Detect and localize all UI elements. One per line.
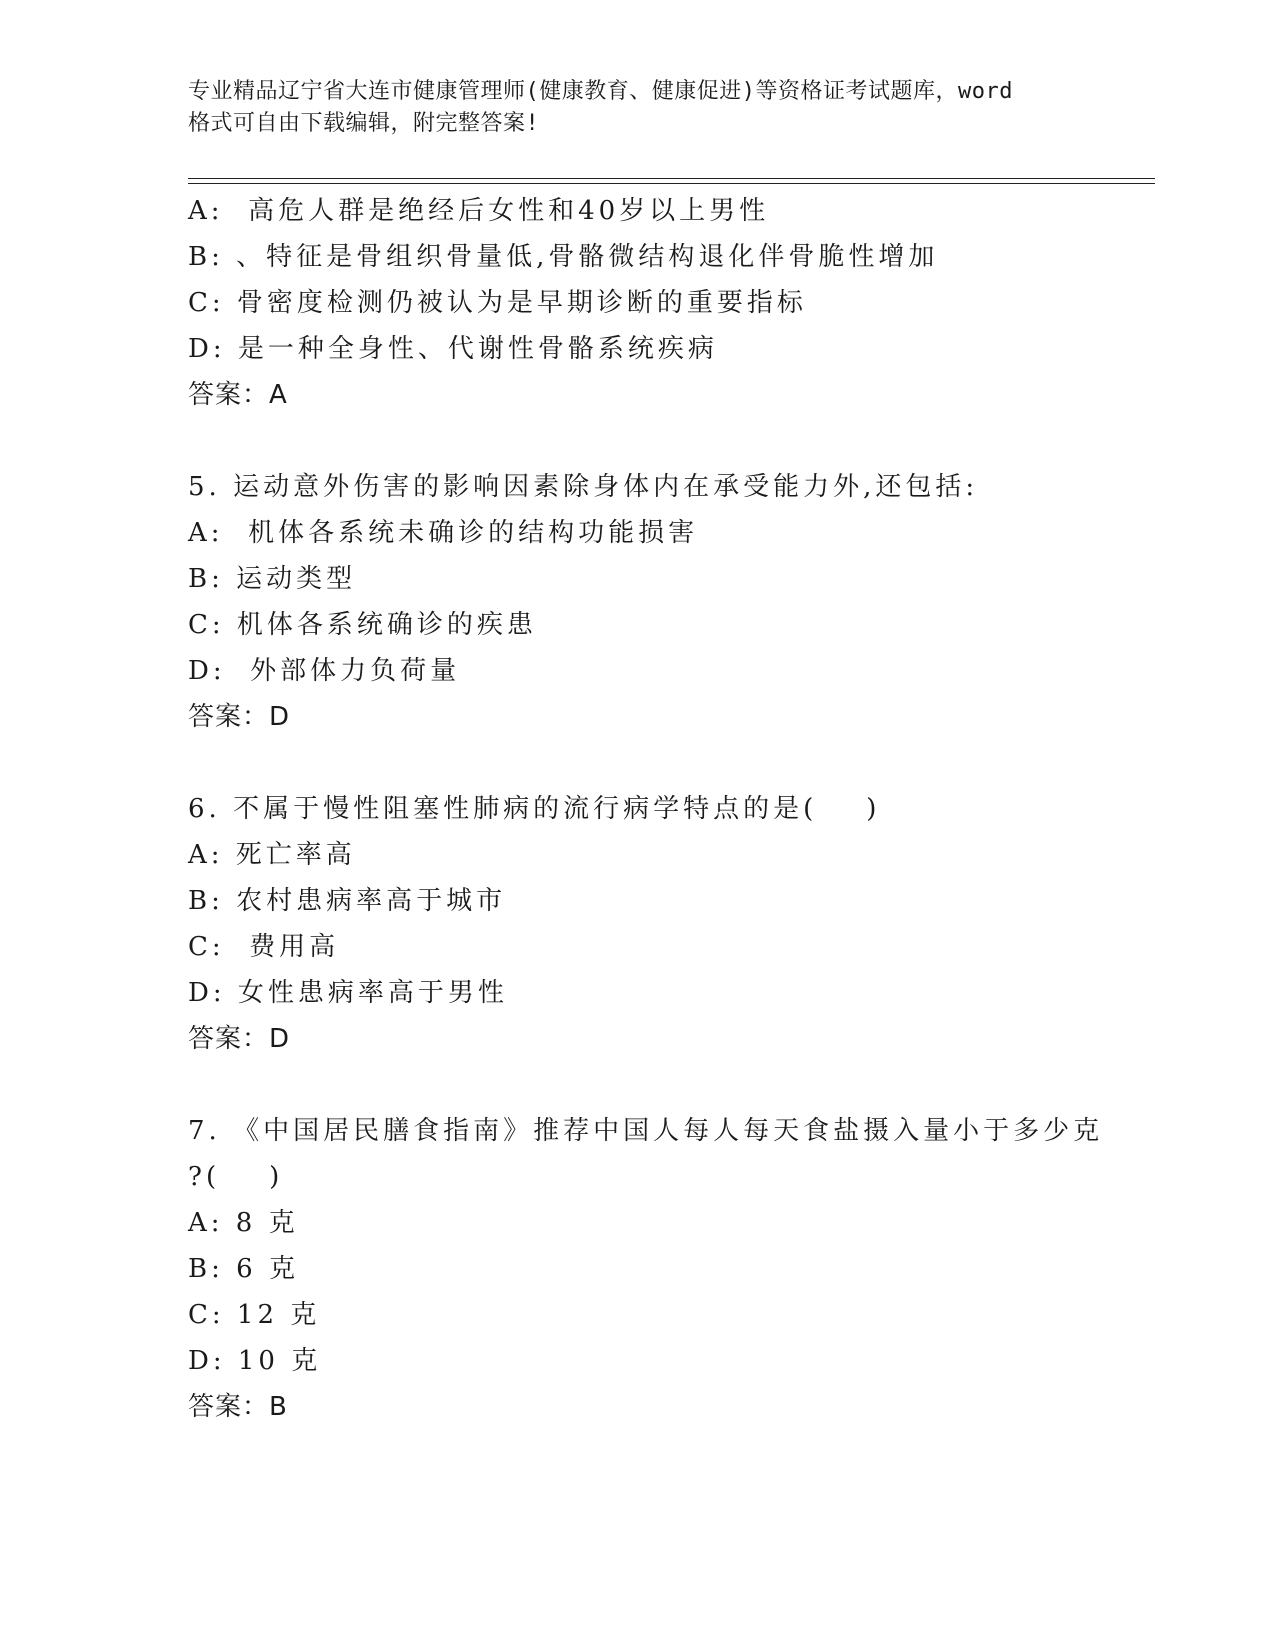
option-a: A: 高危人群是绝经后女性和40岁以上男性 [188,196,770,226]
option-b: B: 、特征是骨组织骨量低,骨骼微结构退化伴骨脆性增加 [188,242,939,272]
question-title: 6. 不属于慢性阻塞性肺病的流行病学特点的是( ) [188,794,881,824]
spacer [188,1062,1148,1108]
option-d: D: 10 克 [188,1346,322,1376]
document-header [188,76,1088,140]
answer: 答案：D [188,702,291,732]
question-6 [188,786,1148,1062]
option-b: B: 农村患病率高于城市 [188,886,507,916]
header-line-1: 专业精品辽宁省大连市健康管理师(健康教育、健康促进)等资格证考试题库，word [188,79,1013,104]
option-d: D: 女性患病率高于男性 [188,978,508,1008]
question-title: 5. 运动意外伤害的影响因素除身体内在承受能力外,还包括: [188,472,979,502]
spacer [188,740,1148,786]
option-c: C: 费用高 [188,932,340,962]
question-4 [188,188,1148,418]
header-divider-top [188,178,1155,179]
answer: 答案：A [188,380,288,410]
option-b: B: 运动类型 [188,564,357,594]
option-d: D: 是一种全身性、代谢性骨骼系统疾病 [188,334,718,364]
option-c: C: 骨密度检测仍被认为是早期诊断的重要指标 [188,288,807,318]
option-c: C: 12 克 [188,1300,321,1330]
option-a: A: 死亡率高 [188,840,356,870]
spacer [188,418,1148,464]
answer: 答案：B [188,1392,288,1422]
header-line-2: 格式可自由下载编辑，附完整答案! [188,111,540,136]
question-5 [188,464,1148,740]
option-a: A: 机体各系统未确诊的结构功能损害 [188,518,699,548]
option-d: D: 外部体力负荷量 [188,656,461,686]
question-title-continued: ?( ) [188,1162,284,1192]
option-c: C: 机体各系统确诊的疾患 [188,610,537,640]
answer: 答案：D [188,1024,291,1054]
question-7 [188,1108,1148,1430]
question-title: 7. 《中国居民膳食指南》推荐中国人每人每天食盐摄入量小于多少克 [188,1116,1104,1146]
option-b: B: 6 克 [188,1254,299,1284]
option-a: A: 8 克 [188,1208,299,1238]
question-list [188,188,1148,1430]
header-divider-bottom [188,183,1155,184]
